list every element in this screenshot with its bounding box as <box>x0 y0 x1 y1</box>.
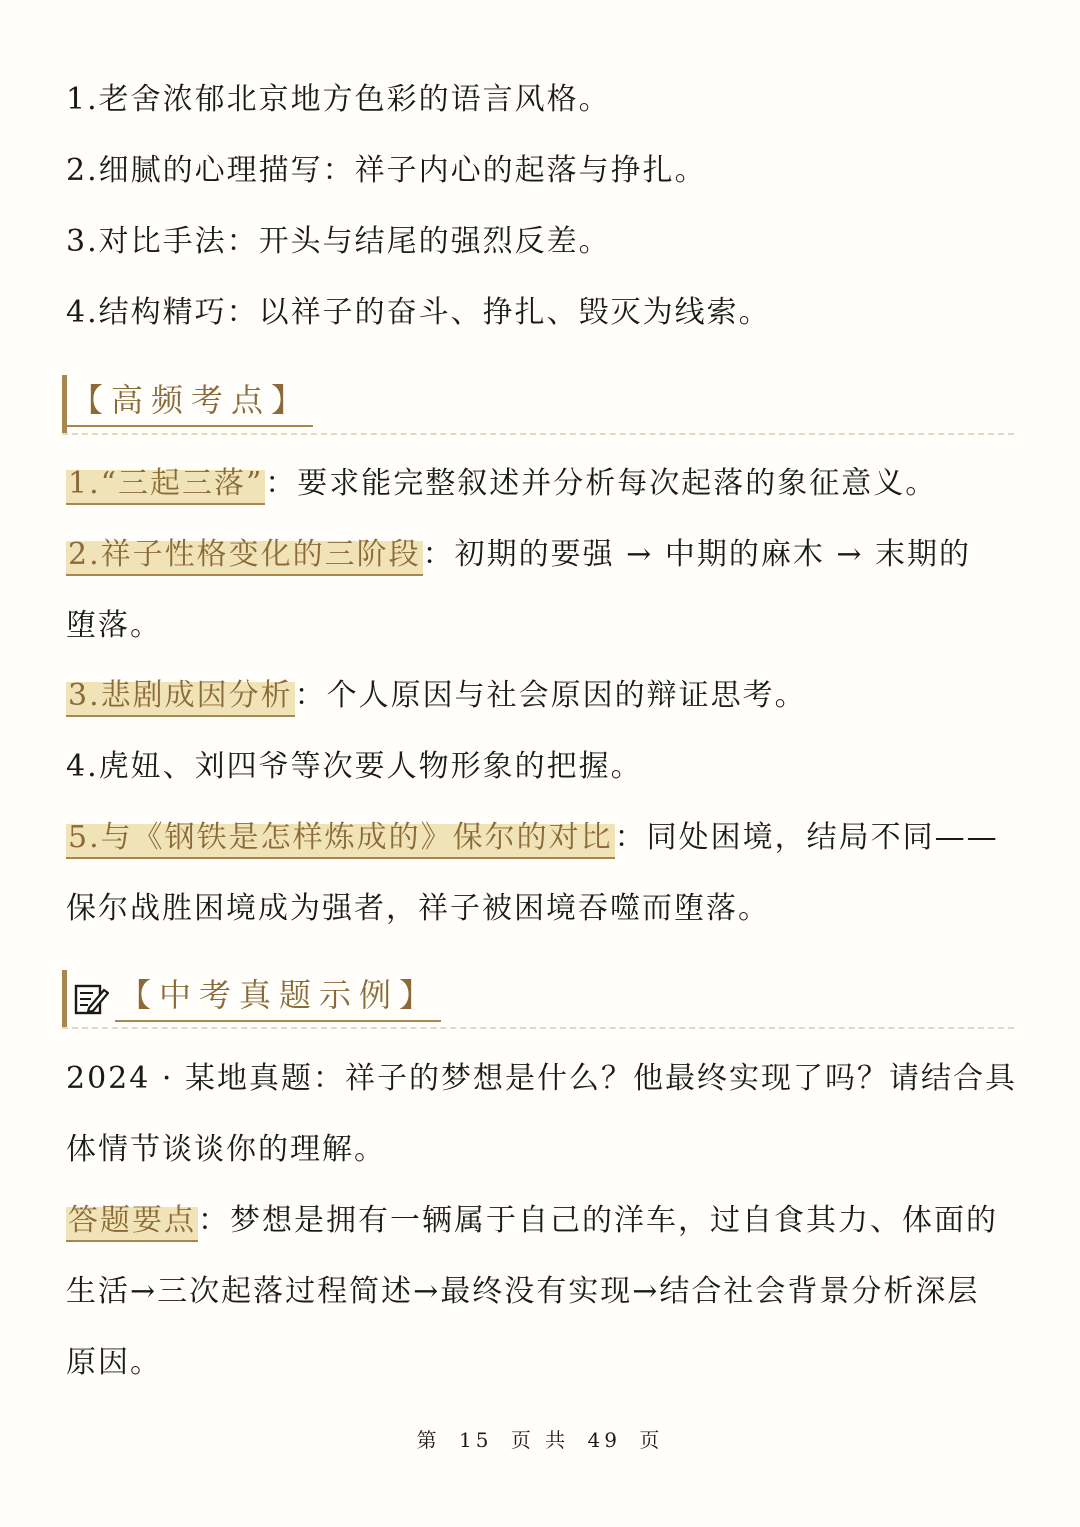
exam-point-3-text: ：个人原因与社会原因的辩证思考。 <box>294 678 807 713</box>
footer-total-pages: 49 <box>587 1428 621 1452</box>
exam-point-5 <box>66 818 1014 858</box>
feature-item-1: 1.老舍浓郁北京地方色彩的语言风格。 <box>66 82 611 117</box>
section-divider <box>62 433 1014 435</box>
page-footer <box>0 1424 1080 1453</box>
exam-point-3-highlight: 3.悲剧成因分析 <box>66 678 295 717</box>
answer-line-2: 生活→三次起落过程简述→最终没有实现→结合社会背景分析深层 <box>66 1274 980 1309</box>
exam-point-5-highlight: 5.与《钢铁是怎样炼成的》保尔的对比 <box>66 820 615 859</box>
exam-point-3 <box>66 676 1014 716</box>
section-header-exam-examples <box>62 970 441 1028</box>
exam-point-2-text: ：初期的要强 → 中期的麻木 → 末期的 <box>422 537 972 572</box>
footer-suffix: 页 <box>639 1428 664 1452</box>
footer-middle: 页 共 <box>510 1428 570 1452</box>
exam-point-2 <box>66 535 1014 575</box>
answer-line-1 <box>66 1201 1014 1241</box>
footer-prefix: 第 <box>416 1428 441 1452</box>
answer-text-1: ：梦想是拥有一辆属于自己的洋车，过自食其力、体面的 <box>198 1203 998 1238</box>
answer-label: 答题要点 <box>66 1203 198 1242</box>
exam-question-line-2: 体情节谈谈你的理解。 <box>66 1132 386 1167</box>
exam-question-line-1: 2024 · 某地真题：祥子的梦想是什么？他最终实现了吗？请结合具 <box>66 1061 1017 1096</box>
note-pencil-icon <box>73 981 109 1017</box>
section-title-exam-examples: 【中考真题示例】 <box>115 976 441 1022</box>
exam-point-2-highlight: 2.祥子性格变化的三阶段 <box>66 537 423 576</box>
section-title-high-frequency: 【高频考点】 <box>67 381 313 427</box>
feature-item-4: 4.结构精巧：以祥子的奋斗、挣扎、毁灭为线索。 <box>66 295 771 330</box>
exam-point-5-continuation: 保尔战胜困境成为强者，祥子被困境吞噬而堕落。 <box>66 891 770 926</box>
feature-item-3: 3.对比手法：开头与结尾的强烈反差。 <box>66 224 611 259</box>
section-header-high-frequency <box>62 375 313 433</box>
section-divider <box>62 1027 1014 1029</box>
exam-point-4: 4.虎妞、刘四爷等次要人物形象的把握。 <box>66 749 643 784</box>
exam-point-5-text: ：同处困境，结局不同—— <box>614 820 999 855</box>
exam-point-1-highlight: 1.“三起三落” <box>66 466 265 505</box>
exam-point-1 <box>66 464 1014 504</box>
exam-point-1-text: ：要求能完整叙述并分析每次起落的象征意义。 <box>265 466 938 501</box>
footer-page-number: 15 <box>459 1428 493 1452</box>
feature-item-2: 2.细腻的心理描写：祥子内心的起落与挣扎。 <box>66 153 707 188</box>
answer-line-3: 原因。 <box>66 1345 162 1380</box>
exam-point-2-continuation: 堕落。 <box>66 608 162 643</box>
